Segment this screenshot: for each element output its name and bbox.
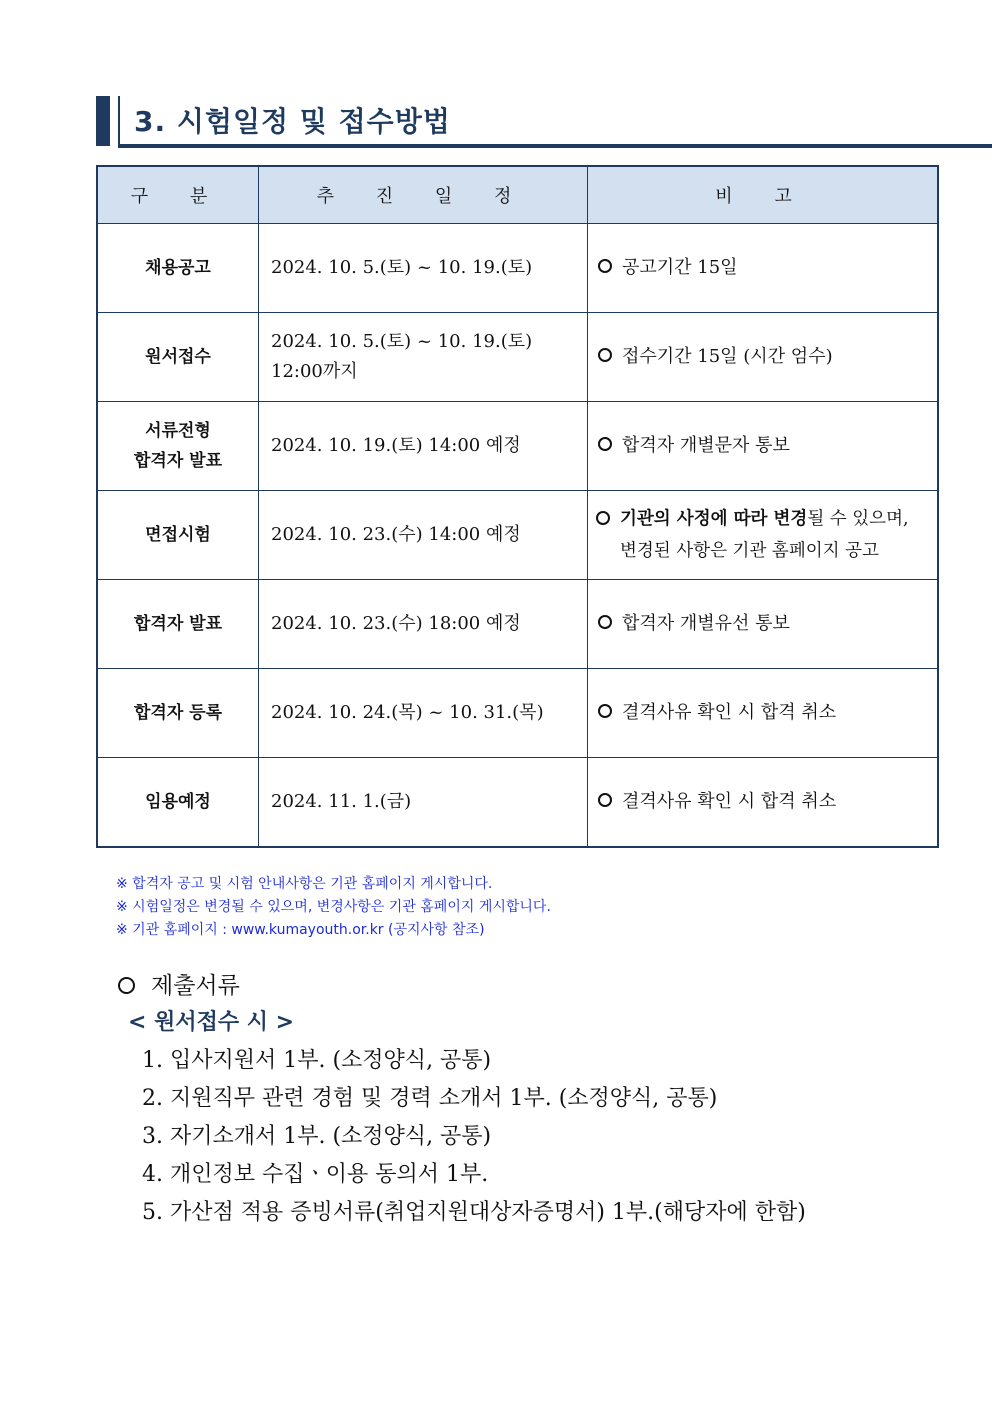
row-note-text: 결격사유 확인 시 합격 취소 xyxy=(622,702,837,723)
row-schedule-line2: 12:00까지 xyxy=(271,361,358,382)
list-item: 3. 자기소개서 1부. (소정양식, 공통) xyxy=(142,1124,492,1149)
row-note xyxy=(588,313,939,402)
section-heading xyxy=(96,94,992,150)
documents-section xyxy=(118,968,806,1232)
documents-heading xyxy=(118,968,806,1004)
row-schedule: 2024. 10. 24.(목) ~ 10. 31.(목) xyxy=(259,669,588,758)
circle-bullet-icon xyxy=(598,348,612,362)
notice-item: ※ 시험일정은 변경될 수 있으며, 변경사항은 기관 홈페이지 게시합니다. xyxy=(116,899,551,915)
documents-title: 제출서류 xyxy=(151,973,240,999)
row-category: 채용공고 xyxy=(97,224,259,313)
row-note-text: 결격사유 확인 시 합격 취소 xyxy=(622,791,837,812)
row-note xyxy=(588,580,939,669)
row-note xyxy=(588,402,939,491)
table-row xyxy=(97,313,938,402)
notice-item: ※ 합격자 공고 및 시험 안내사항은 기관 홈페이지 게시합니다. xyxy=(116,876,493,892)
row-category: 합격자 등록 xyxy=(97,669,259,758)
table-row xyxy=(97,580,938,669)
row-schedule: 2024. 10. 23.(수) 14:00 예정 xyxy=(259,491,588,580)
row-note-text: 접수기간 15일 (시간 엄수) xyxy=(622,346,833,367)
row-category: 합격자 발표 xyxy=(97,580,259,669)
section-title: 3. 시험일정 및 접수방법 xyxy=(134,105,451,138)
row-note xyxy=(588,491,939,580)
table-row xyxy=(97,758,938,848)
circle-bullet-icon xyxy=(596,511,610,525)
row-note xyxy=(588,669,939,758)
row-note-emphasis: 기관의 사정에 따라 변경 xyxy=(620,509,808,529)
row-note-text: 공고기간 15일 xyxy=(622,257,738,278)
row-category: 원서접수 xyxy=(97,313,259,402)
notice-list xyxy=(116,873,551,942)
row-category: 임용예정 xyxy=(97,758,259,848)
row-category-line2: 합격자 발표 xyxy=(133,451,223,471)
notice-item: ※ 기관 홈페이지 : www.kumayouth.or.kr (공지사항 참조) xyxy=(116,922,485,938)
list-item: 2. 지원직무 관련 경험 및 경력 소개서 1부. (소정양식, 공통) xyxy=(142,1086,718,1111)
row-note-text: 합격자 개별유선 통보 xyxy=(622,613,790,634)
heading-accent-bar xyxy=(96,96,110,146)
documents-subtitle: < 원서접수 시 > xyxy=(128,1010,295,1035)
documents-list xyxy=(118,1042,806,1232)
circle-bullet-icon xyxy=(118,977,135,994)
row-schedule: 2024. 10. 23.(수) 18:00 예정 xyxy=(259,580,588,669)
table-row xyxy=(97,224,938,313)
heading-underline xyxy=(118,144,992,148)
circle-bullet-icon xyxy=(598,615,612,629)
list-item: 4. 개인정보 수집ㆍ이용 동의서 1부. xyxy=(142,1162,489,1187)
heading-divider-vertical xyxy=(118,96,120,148)
table-header-row xyxy=(97,166,938,224)
row-category-line1: 서류전형 xyxy=(145,421,211,441)
list-item: 1. 입사지원서 1부. (소정양식, 공통) xyxy=(142,1048,492,1073)
table-row xyxy=(97,402,938,491)
header-note: 비 고 xyxy=(588,166,939,224)
circle-bullet-icon xyxy=(598,259,612,273)
table-row xyxy=(97,669,938,758)
row-schedule xyxy=(259,313,588,402)
row-note xyxy=(588,758,939,848)
list-item: 5. 가산점 적용 증빙서류(취업지원대상자증명서) 1부.(해당자에 한함) xyxy=(142,1200,806,1225)
row-category xyxy=(97,402,259,491)
row-category: 면접시험 xyxy=(97,491,259,580)
row-note-text: 될 수 있으며, xyxy=(807,509,909,529)
row-schedule: 2024. 10. 5.(토) ~ 10. 19.(토) xyxy=(259,224,588,313)
row-schedule: 2024. 10. 19.(토) 14:00 예정 xyxy=(259,402,588,491)
table-row xyxy=(97,491,938,580)
circle-bullet-icon xyxy=(598,704,612,718)
header-category: 구 분 xyxy=(97,166,259,224)
row-note xyxy=(588,224,939,313)
row-note-line2: 변경된 사항은 기관 홈페이지 공고 xyxy=(620,541,879,561)
circle-bullet-icon xyxy=(598,437,612,451)
circle-bullet-icon xyxy=(598,793,612,807)
row-note-text: 합격자 개별문자 통보 xyxy=(622,435,790,456)
row-schedule-line1: 2024. 10. 5.(토) ~ 10. 19.(토) xyxy=(271,331,533,352)
row-schedule: 2024. 11. 1.(금) xyxy=(259,758,588,848)
row-note-line1 xyxy=(596,503,937,535)
header-schedule: 추 진 일 정 xyxy=(259,166,588,224)
schedule-table xyxy=(96,165,939,848)
